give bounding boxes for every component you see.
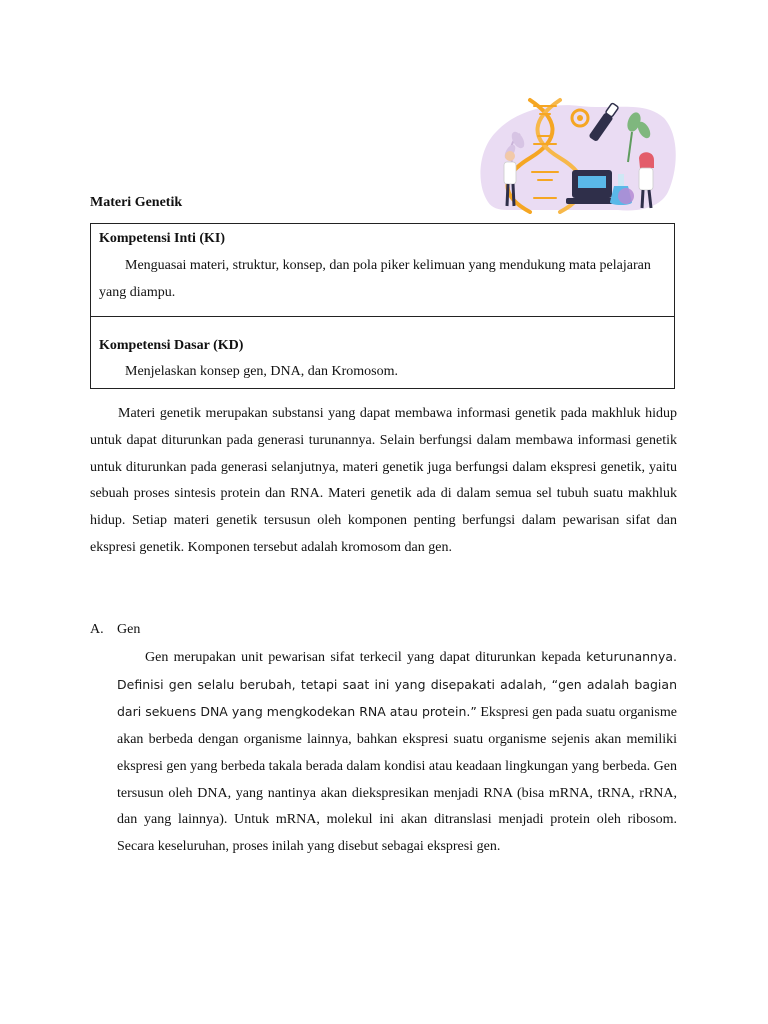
section-title: Gen xyxy=(117,622,141,637)
gen-paragraph xyxy=(117,644,677,861)
kd-section xyxy=(91,317,674,389)
ki-section xyxy=(91,224,674,317)
gen-definition-quote: keturunannya. Definisi gen selalu berubah, tetapi saat ini yang disepakati adalah, “gen adalah bagian dari sekuens DNA yang mengkodekan RNA atau protein.” xyxy=(117,649,677,720)
gen-paragraph-part1: Gen merupakan unit pewarisan sifat terkecil yang dapat diturunkan kepada xyxy=(145,650,587,665)
document-title: Materi Genetik xyxy=(90,195,183,210)
competency-box xyxy=(90,223,675,389)
kd-text: Menjelaskan konsep gen, DNA, dan Kromosom. xyxy=(125,364,398,379)
section-marker: A. xyxy=(90,622,104,637)
gen-paragraph-part2: Ekspresi gen pada suatu organisme akan berbeda dengan organisme lainnya, bahkan ekspresi suatu organisme sejenis akan memiliki ekspresi gen yang berbeda takala berada dalam kondisi atau keadaan lingkungan yang berbeda. Gen tersusun oleh DNA, yang nantinya akan diekspresikan menjadi RNA (bisa mRNA, tRNA, rRNA, dan yang lainnya). Untuk mRNA, molekul ini akan ditranslasi menjadi protein oleh ribosom. Secara keseluruhan, proses inilah yang disebut sebagai ekspresi gen. xyxy=(117,705,677,854)
intro-paragraph: Materi genetik merupakan substansi yang dapat membawa informasi genetik pada makhluk hidup untuk dapat diturunkan pada generasi turunannya. Selain berfungsi dalam membawa informasi genetik untuk diturunkan pada generasi selanjutnya, materi genetik juga berfungsi dalam ekspresi genetik, yaitu sebuah proses sintesis protein dan RNA. Materi genetik ada di dalam semua sel tubuh suatu makhluk hidup. Setiap materi genetik tersusun oleh komponen penting berfungsi dalam pewarisan sifat dan ekspresi genetik. Komponen tersebut adalah kromosom dan gen. xyxy=(90,406,677,555)
ki-heading: Kompetensi Inti (KI) xyxy=(99,231,225,246)
section-heading-gen xyxy=(90,620,140,640)
dna-laboratory-illustration xyxy=(468,92,680,214)
ki-text: Menguasai materi, struktur, konsep, dan pola piker kelimuan yang mendukung mata pelajaran yang diampu. xyxy=(99,258,651,300)
kd-heading: Kompetensi Dasar (KD) xyxy=(99,338,244,353)
